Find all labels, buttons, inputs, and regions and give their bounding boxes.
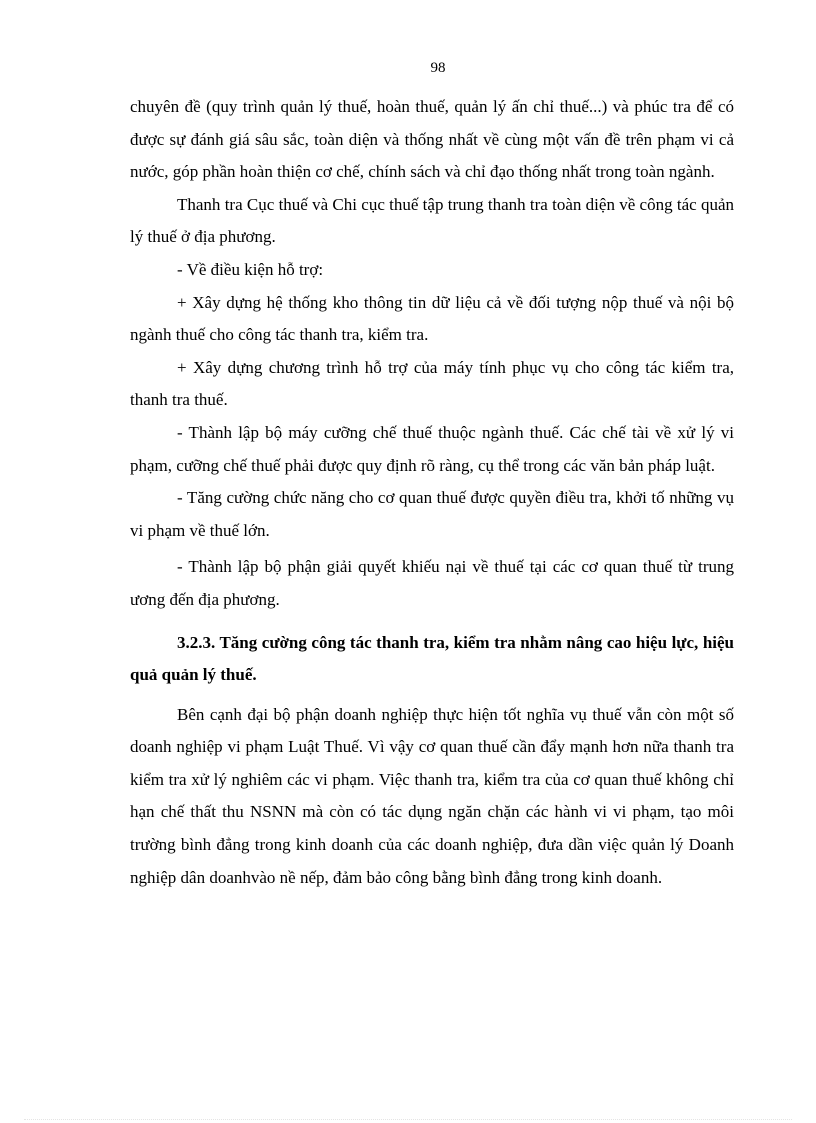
page-bottom-divider (24, 1119, 792, 1120)
section-body-paragraph: Bên cạnh đại bộ phận doanh nghiệp thực hiện tốt nghĩa vụ thuế vẫn còn một số doanh nghiệp vi phạm Luật Thuế. Vì vậy cơ quan thuế cần đẩy mạnh hơn nữa thanh tra kiểm tra xử lý nghiêm các vi phạm. Việc thanh tra, kiểm tra của cơ quan thuế không chỉ hạn chế thất thu NSNN mà còn có tác dụng ngăn chặn các hành vi vi phạm, tạo môi trường bình đẳng trong kinh doanh của các doanh nghiệp, đưa dần việc quản lý Doanh nghiệp dân doanhvào nề nếp, đảm bảo công bằng bình đẳng trong kinh doanh. (130, 704, 734, 887)
page-number: 98 (430, 60, 446, 76)
paragraph-software-support: + Xây dựng chương trình hỗ trợ của máy tính phục vụ cho công tác kiểm tra, thanh tra thuế. (130, 357, 734, 410)
document-body (130, 91, 734, 894)
paragraph-complaint-unit: - Thành lập bộ phận giải quyết khiếu nại về thuế tại các cơ quan thuế từ trung ương đến địa phương. (130, 557, 734, 609)
paragraph-investigation-powers: - Tăng cường chức năng cho cơ quan thuế được quyền điều tra, khởi tố những vụ vi phạm về thuế lớn. (130, 488, 734, 540)
paragraph-enforcement-apparatus: - Thành lập bộ máy cưỡng chế thuế thuộc ngành thuế. Các chế tài về xử lý vi phạm, cưỡng chế thuế phải được quy định rõ ràng, cụ thể trong các văn bản pháp luật. (130, 422, 734, 475)
paragraph-continuation: chuyên đề (quy trình quản lý thuế, hoàn thuế, quản lý ấn chỉ thuế...) và phúc tra để có được sự đánh giá sâu sắc, toàn diện và thống nhất về cùng một vấn đề trên phạm vi cả nước, góp phần hoàn thiện cơ chế, chính sách và chỉ đạo thống nhất trong toàn ngành. (130, 97, 734, 182)
paragraph-inspection-scope: Thanh tra Cục thuế và Chi cục thuế tập trung thanh tra toàn diện về công tác quản lý thuế ở địa phương. (130, 194, 734, 247)
paragraph-support-conditions: - Về điều kiện hỗ trợ: (177, 259, 324, 279)
section-heading: 3.2.3. Tăng cường công tác thanh tra, kiểm tra nhằm nâng cao hiệu lực, hiệu quả quản lý thuế. (130, 632, 734, 685)
paragraph-data-warehouse: + Xây dựng hệ thống kho thông tin dữ liệu cả về đối tượng nộp thuế và nội bộ ngành thuế cho công tác thanh tra, kiểm tra. (130, 292, 734, 345)
